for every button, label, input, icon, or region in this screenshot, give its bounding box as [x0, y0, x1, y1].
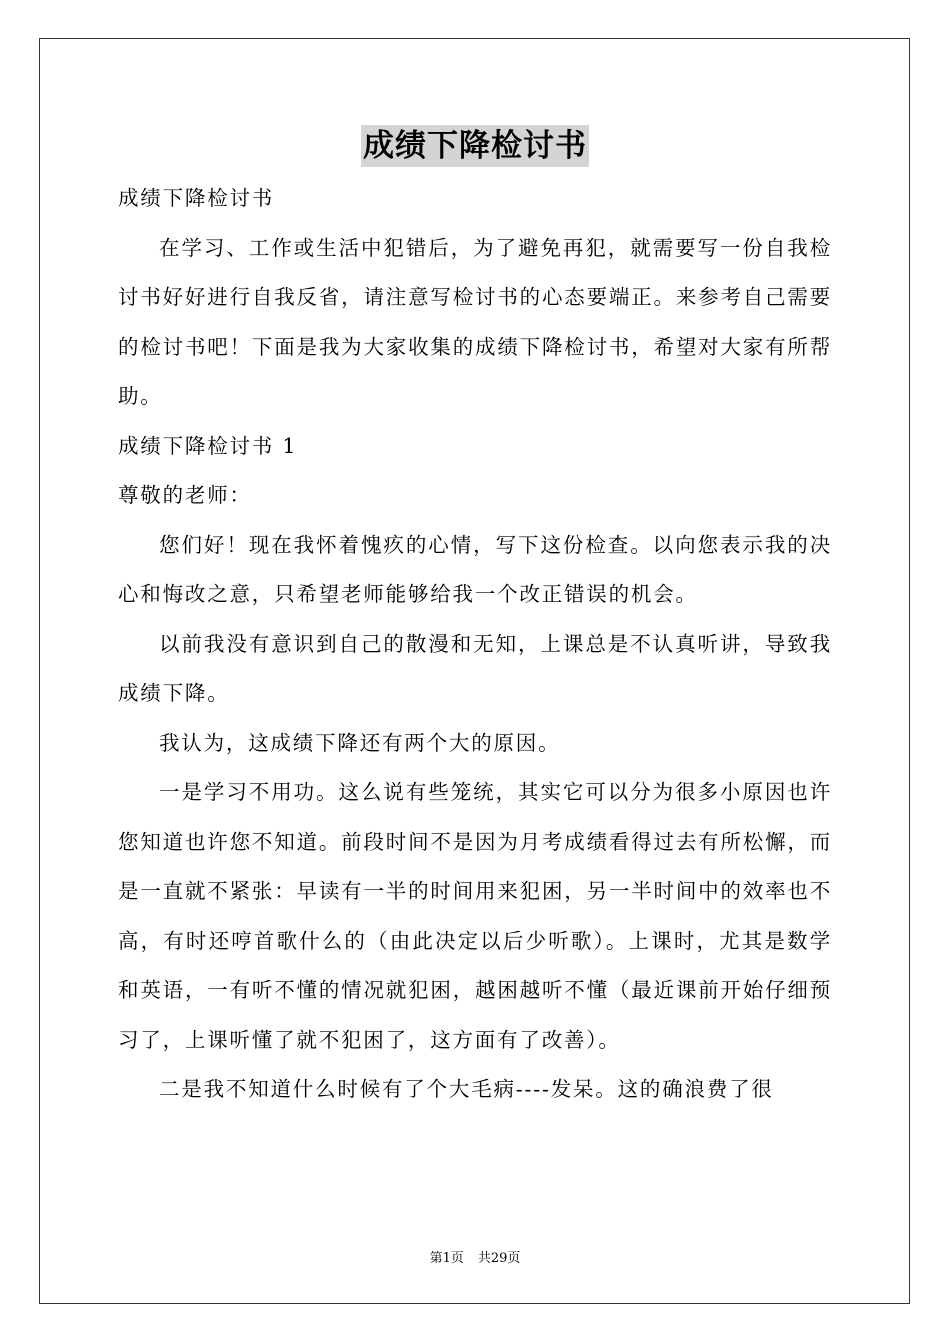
paragraph: 尊敬的老师： — [118, 483, 252, 507]
title-container — [0, 125, 950, 167]
document-title: 成绩下降检讨书 — [361, 125, 589, 167]
paragraph: 一是学习不用功。这么说有些笼统，其实它可以分为很多小原因也许您知道也许您不知道。前段时间不是因为月考成绩看得过去有所松懈，而是一直就不紧张：早读有一半的时间用来犯困，另一半时间中的效率也不高，有时还哼首歌什么的（由此决定以后少听歌）。上课时，尤其是数学和英语，一有听不懂的情况就犯困，越困越听不懂（最近课前开始仔细预习了，上课听懂了就不犯困了，这方面有了改善）。 — [118, 780, 832, 1052]
paragraph: 以前我没有意识到自己的散漫和无知，上课总是不认真听讲，导致我成绩下降。 — [118, 631, 832, 705]
page-footer — [0, 1247, 950, 1266]
paragraph: 成绩下降检讨书 1 — [118, 433, 298, 458]
paragraph: 在学习、工作或生活中犯错后，为了避免再犯，就需要写一份自我检讨书好好进行自我反省，请注意写检讨书的心态要端正。来参考自己需要的检讨书吧！下面是我为大家收集的成绩下降检讨书，希望对大家有所帮助。 — [118, 235, 832, 408]
page-total: 共29页 — [477, 1251, 521, 1266]
document-body — [118, 174, 832, 1115]
paragraph: 您们好！现在我怀着愧疚的心情，写下这份检查。以向您表示我的决心和悔改之意，只希望老师能够给我一个改正错误的机会。 — [118, 532, 832, 606]
paragraph: 二是我不知道什么时候有了个大毛病----发呆。这的确浪费了很 — [159, 1077, 774, 1101]
page-number: 第1页 — [429, 1251, 464, 1266]
paragraph: 我认为，这成绩下降还有两个大的原因。 — [159, 730, 561, 755]
paragraph: 成绩下降检讨书 — [118, 186, 275, 210]
